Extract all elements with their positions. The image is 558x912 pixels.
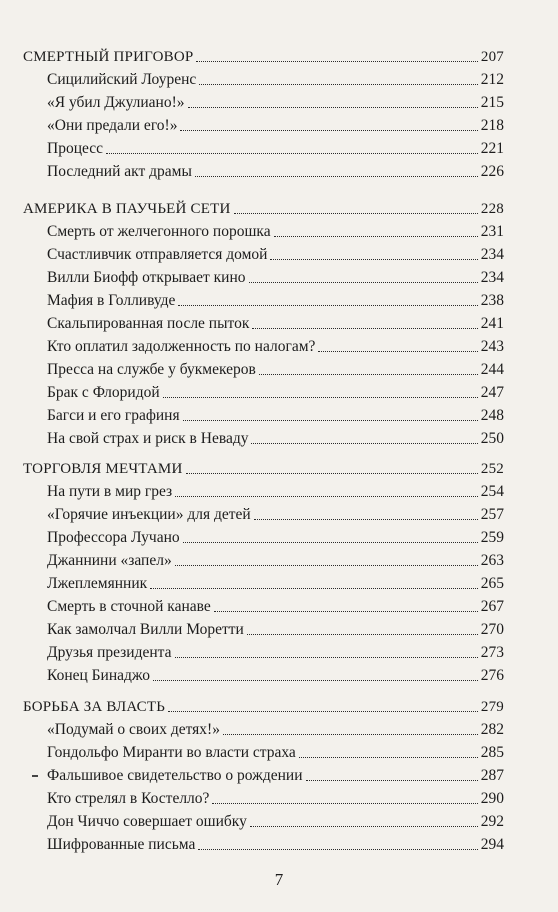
dot-leader (183, 420, 478, 421)
dot-leader (186, 473, 478, 474)
toc-entry[interactable] (47, 740, 504, 762)
entry-title: Кто оплатил задолженность по налогам? (47, 338, 316, 355)
entry-page: 248 (480, 407, 504, 424)
toc-entry[interactable] (47, 242, 504, 264)
dot-leader (299, 757, 478, 758)
dot-leader (106, 153, 478, 154)
dot-leader (274, 236, 478, 237)
dot-leader (254, 519, 478, 520)
entry-title: Фальшивое свидетельство о рождении (47, 767, 303, 784)
section-title: БОРЬБА ЗА ВЛАСТЬ (23, 699, 166, 715)
toc-entry[interactable] (47, 311, 504, 333)
toc-entry[interactable] (47, 90, 504, 112)
section-page: 228 (480, 201, 504, 217)
toc-entry[interactable] (47, 832, 504, 854)
dot-leader (183, 542, 478, 543)
toc-entry[interactable] (47, 334, 504, 356)
entry-title: Как замолчал Вилли Моретти (47, 621, 244, 638)
entry-page: 285 (480, 744, 504, 761)
toc-entry[interactable] (47, 617, 504, 639)
toc-entry[interactable] (47, 479, 504, 501)
entry-title: Профессора Лучано (47, 529, 180, 546)
dot-leader (180, 130, 477, 131)
entry-page: 259 (480, 529, 504, 546)
entry-page: 221 (480, 140, 504, 157)
dot-leader (175, 657, 478, 658)
dot-leader (195, 176, 478, 177)
dot-leader (188, 107, 478, 108)
entry-title: Лжеплемянник (47, 575, 148, 592)
toc-entry[interactable] (47, 786, 504, 808)
entry-page: 241 (480, 315, 504, 332)
entry-page: 243 (480, 338, 504, 355)
entry-title: «Они предали его!» (47, 117, 178, 134)
entry-page: 234 (480, 269, 504, 286)
entry-page: 234 (480, 246, 504, 263)
entry-page: 270 (480, 621, 504, 638)
entry-page: 287 (480, 767, 504, 784)
entry-title: Гондольфо Миранти во власти страха (47, 744, 296, 761)
dot-leader (250, 826, 478, 827)
entry-title: Друзья президента (47, 644, 172, 661)
toc-entry[interactable] (47, 525, 504, 547)
dot-leader (252, 328, 477, 329)
toc-entry[interactable] (47, 571, 504, 593)
entry-page: 294 (480, 836, 504, 853)
toc-entry[interactable] (47, 763, 504, 785)
toc-entry[interactable] (47, 502, 504, 524)
entry-page: 267 (480, 598, 504, 615)
entry-page: 265 (480, 575, 504, 592)
entry-page: 238 (480, 292, 504, 309)
toc-entry[interactable] (47, 380, 504, 402)
entry-page: 244 (480, 361, 504, 378)
toc-entry[interactable] (47, 219, 504, 241)
dot-leader (196, 61, 477, 62)
toc-section-heading[interactable] (23, 456, 504, 478)
dot-leader (259, 374, 478, 375)
margin-dash-mark (32, 775, 38, 777)
toc-entry[interactable] (47, 548, 504, 570)
entry-title: Пресса на службе у букмекеров (47, 361, 256, 378)
toc-entry[interactable] (47, 136, 504, 158)
toc-entry[interactable] (47, 288, 504, 310)
dot-leader (168, 711, 478, 712)
section-page: 207 (480, 49, 504, 65)
toc-entry[interactable] (47, 594, 504, 616)
dot-leader (234, 213, 478, 214)
entry-page: 218 (480, 117, 504, 134)
entry-title: «Я убил Джулиано!» (47, 94, 185, 111)
entry-title: Последний акт драмы (47, 163, 192, 180)
dot-leader (199, 84, 477, 85)
toc-entry[interactable] (47, 640, 504, 662)
toc-entry[interactable] (47, 67, 504, 89)
section-title: СМЕРТНЫЙ ПРИГОВОР (23, 49, 194, 65)
dot-leader (178, 305, 477, 306)
page-number: 7 (274, 870, 284, 889)
entry-page: 231 (480, 223, 504, 240)
toc-entry[interactable] (47, 403, 504, 425)
entry-page: 250 (480, 430, 504, 447)
entry-title: На пути в мир грез (47, 483, 173, 500)
toc-entry[interactable] (47, 717, 504, 739)
dot-leader (153, 680, 478, 681)
entry-page: 273 (480, 644, 504, 661)
entry-page: 254 (480, 483, 504, 500)
entry-page: 276 (480, 667, 504, 684)
dot-leader (150, 588, 478, 589)
toc-section-heading[interactable] (23, 44, 504, 66)
entry-page: 257 (480, 506, 504, 523)
entry-title: Вилли Биофф открывает кино (47, 269, 246, 286)
entry-title: На свой страх и риск в Неваду (47, 430, 249, 447)
entry-title: Мафия в Голливуде (47, 292, 176, 309)
dot-leader (175, 565, 478, 566)
entry-title: «Подумай о своих детях!» (47, 721, 220, 738)
dot-leader (212, 803, 477, 804)
entry-title: Дон Чиччо совершает ошибку (47, 813, 247, 830)
toc-entry[interactable] (47, 265, 504, 287)
entry-title: Сицилийский Лоуренс (47, 71, 197, 88)
dot-leader (198, 849, 477, 850)
toc-entry[interactable] (47, 809, 504, 831)
entry-title: Конец Бинаджо (47, 667, 150, 684)
entry-title: Багси и его графиня (47, 407, 180, 424)
entry-title: Процесс (47, 140, 104, 157)
dot-leader (249, 282, 478, 283)
entry-title: Счастливчик отправляется домой (47, 246, 268, 263)
toc-section-heading[interactable] (23, 196, 504, 218)
dot-leader (251, 443, 477, 444)
section-title: ТОРГОВЛЯ МЕЧТАМИ (23, 461, 183, 477)
dot-leader (270, 259, 477, 260)
entry-page: 282 (480, 721, 504, 738)
entry-title: Скальпированная после пыток (47, 315, 250, 332)
dot-leader (175, 496, 478, 497)
section-title: АМЕРИКА В ПАУЧЬЕЙ СЕТИ (23, 201, 231, 217)
entry-title: Смерть в сточной канаве (47, 598, 211, 615)
dot-leader (223, 734, 478, 735)
toc-entry[interactable] (47, 113, 504, 135)
toc-entry[interactable] (47, 159, 504, 181)
toc-section-heading[interactable] (23, 694, 504, 716)
entry-page: 290 (480, 790, 504, 807)
entry-page: 292 (480, 813, 504, 830)
dot-leader (214, 611, 478, 612)
toc-entry[interactable] (47, 357, 504, 379)
entry-title: Смерть от желчегонного порошка (47, 223, 271, 240)
entry-title: «Горячие инъекции» для детей (47, 506, 251, 523)
entry-title: Брак с Флоридой (47, 384, 160, 401)
section-page: 252 (480, 461, 504, 477)
entry-title: Джаннини «запел» (47, 552, 172, 569)
toc-entry[interactable] (47, 426, 504, 448)
dot-leader (247, 634, 478, 635)
dot-leader (318, 351, 477, 352)
section-page: 279 (480, 699, 504, 715)
dot-leader (163, 397, 478, 398)
entry-page: 212 (480, 71, 504, 88)
entry-page: 263 (480, 552, 504, 569)
dot-leader (306, 780, 478, 781)
entry-page: 247 (480, 384, 504, 401)
toc-entry[interactable] (47, 663, 504, 685)
entry-page: 215 (480, 94, 504, 111)
entry-title: Шифрованные письма (47, 836, 196, 853)
entry-title: Кто стрелял в Костелло? (47, 790, 210, 807)
entry-page: 226 (480, 163, 504, 180)
